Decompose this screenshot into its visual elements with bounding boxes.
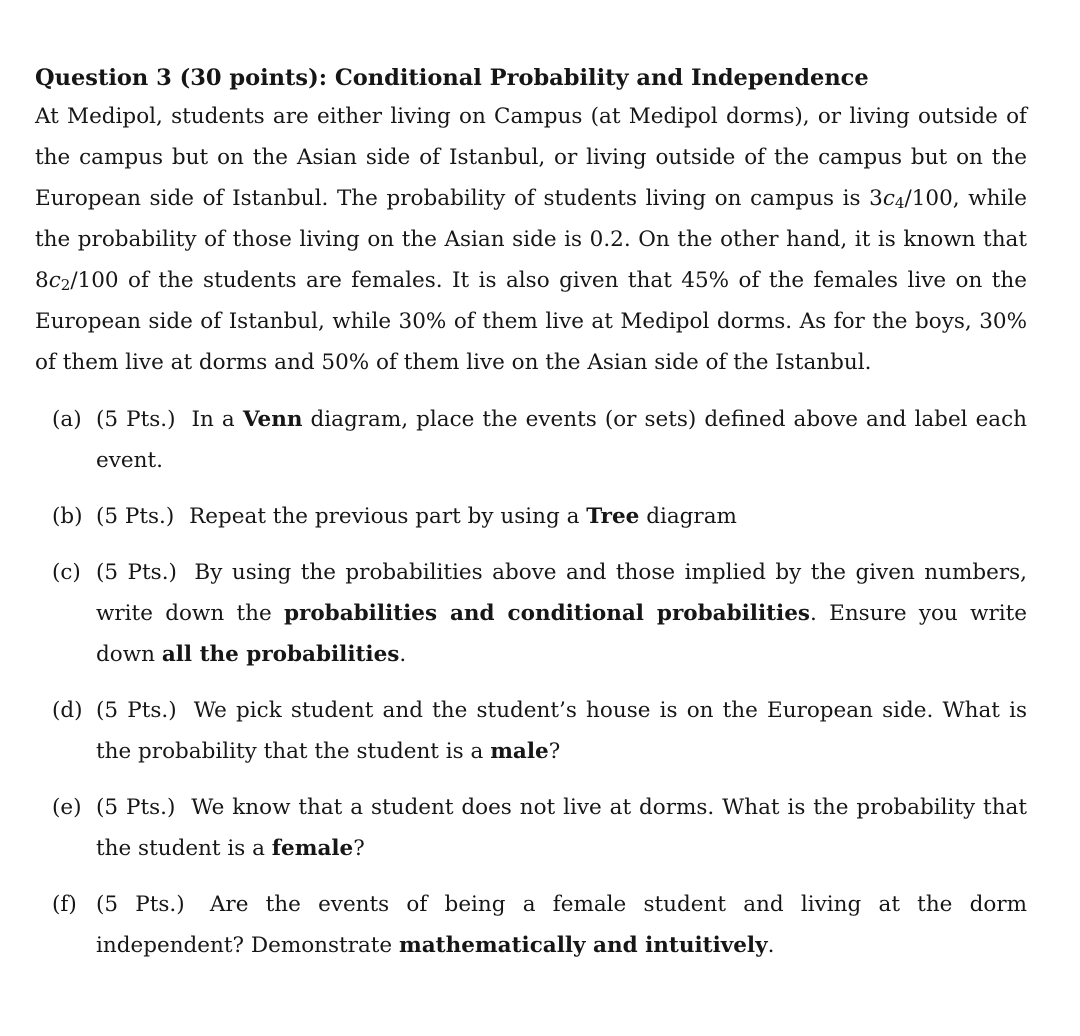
- part-c-label: (c): [52, 560, 81, 585]
- part-b: [35, 496, 1027, 537]
- question-title: Question 3 (30 points): Conditional Probability and Independence: [35, 65, 869, 91]
- part-d-text-1: We pick student and the student’s house is on the European side. What is the probability that the student is a: [96, 698, 1027, 764]
- part-a-text-1: In a: [191, 407, 235, 432]
- part-c: [35, 552, 1027, 675]
- part-b-text-2: diagram: [646, 504, 737, 529]
- intro-sub-2: 2: [60, 276, 71, 294]
- question-parts: [35, 399, 1027, 966]
- part-e-label: (e): [52, 795, 82, 820]
- intro-var-2: c: [48, 268, 61, 293]
- intro-sub-1: 4: [894, 194, 905, 212]
- part-b-label: (b): [52, 504, 83, 529]
- part-d-points: (5 Pts.): [96, 698, 177, 723]
- part-b-points: (5 Pts.): [96, 504, 175, 529]
- question-intro: [35, 96, 1027, 383]
- part-c-points: (5 Pts.): [96, 560, 177, 585]
- part-e-bold-1: female: [271, 836, 354, 861]
- part-f-text-2: .: [767, 933, 775, 958]
- part-f-bold-1: mathematically and intuitively: [399, 933, 768, 958]
- part-e-text-1: We know that a student does not live at dorms. What is the probability that the student is a: [96, 795, 1027, 861]
- part-d: [35, 690, 1027, 772]
- part-f-text-1: Are the events of being a female student and living at the dorm independent? Demonstrate: [96, 892, 1027, 958]
- part-a-text-2: diagram, place the events (or sets) defined above and label each event.: [96, 407, 1028, 473]
- part-a-points: (5 Pts.): [96, 407, 176, 432]
- part-c-text-1: By using the probabilities above and those implied by the given numbers, write down the: [96, 560, 1027, 626]
- part-f: [35, 884, 1027, 966]
- question-page: [35, 60, 1027, 981]
- intro-text-2: /100, while the probability of those living on the Asian side is 0.2. On the other hand, it is known that 8: [35, 186, 1027, 293]
- part-e-points: (5 Pts.): [96, 795, 176, 820]
- part-a-bold-1: Venn: [242, 407, 303, 432]
- part-c-bold-2: all the probabilities: [161, 642, 400, 667]
- part-d-text-2: ?: [548, 739, 561, 764]
- part-c-text-2: . Ensure you write down: [96, 601, 1027, 667]
- part-e: [35, 787, 1027, 869]
- part-e-text-2: ?: [353, 836, 365, 861]
- part-b-bold-1: Tree: [586, 504, 640, 529]
- part-f-label: (f): [52, 892, 77, 917]
- intro-text-1: At Medipol, students are either living on Campus (at Medipol dorms), or living outside of the campus but on the Asian side of Istanbul, or living outside of the campus but on the European side of Istanbul. The probability of students living on campus is 3: [35, 104, 1027, 211]
- part-d-label: (d): [52, 698, 83, 723]
- part-a: [35, 399, 1027, 481]
- part-b-text-1: Repeat the previous part by using a: [189, 504, 580, 529]
- part-c-text-3: .: [399, 642, 407, 667]
- part-c-bold-1: probabilities and conditional probabilities: [283, 601, 810, 626]
- intro-text-3: /100 of the students are females. It is also given that 45% of the females live on the European side of Istanbul, while 30% of them live at Medipol dorms. As for the boys, 30% of them live at dorms and 50% of them live on the Asian side of the Istanbul.: [35, 268, 1027, 375]
- intro-var-1: c: [882, 186, 895, 211]
- part-d-bold-1: male: [490, 739, 549, 764]
- part-f-points: (5 Pts.): [96, 892, 185, 917]
- part-a-label: (a): [52, 407, 82, 432]
